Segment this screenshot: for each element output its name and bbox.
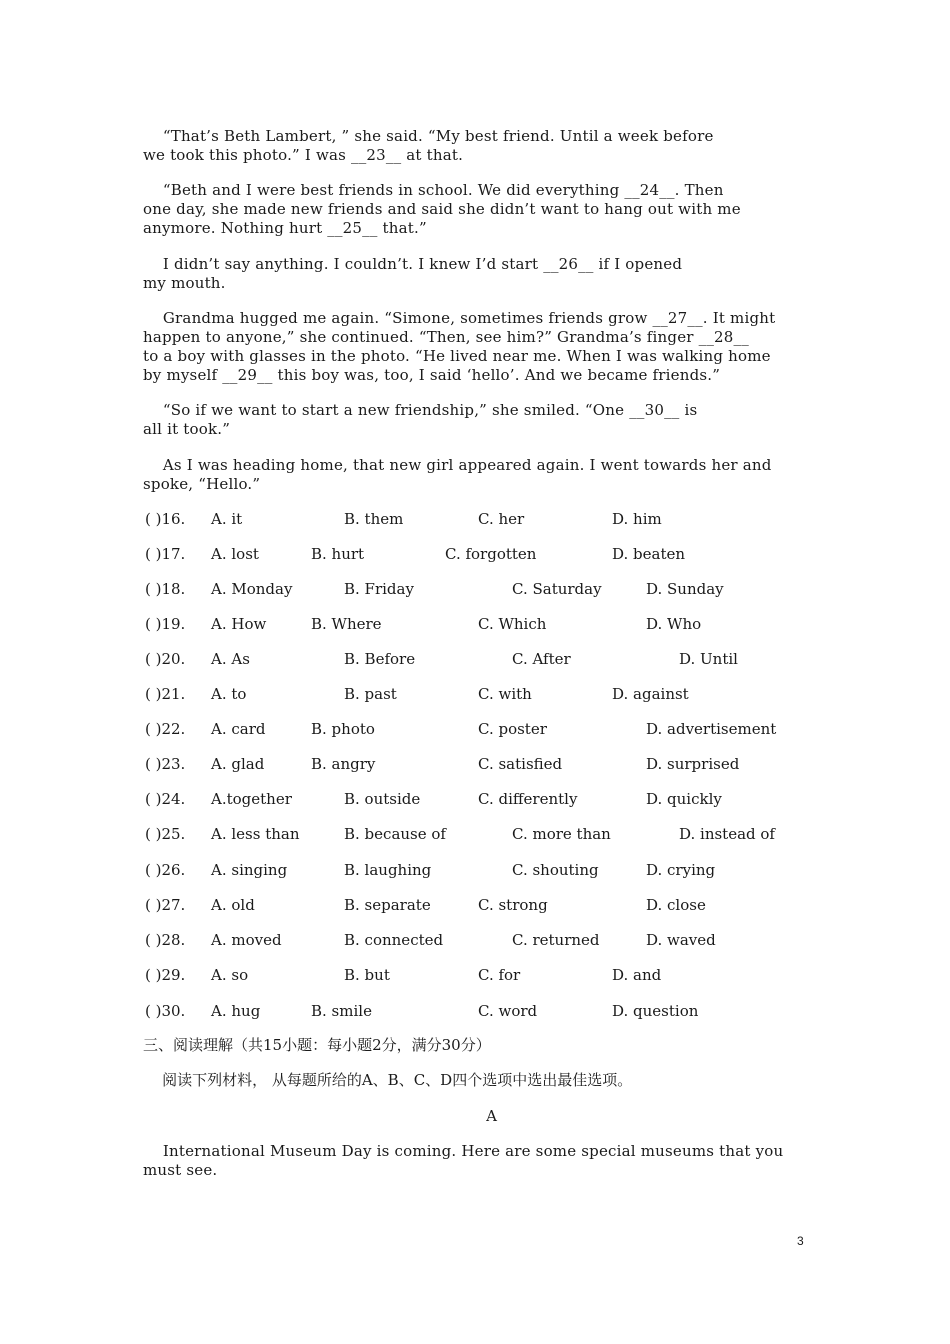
text-line: “So if we want to start a new friendship,” she smiled. “One __30__ is — [143, 401, 698, 419]
question-number: ( )17. — [145, 545, 186, 563]
option-b: B. them — [344, 510, 404, 528]
option-c: C. for — [478, 966, 521, 984]
option-b: B. because of — [344, 825, 446, 843]
question-27 — [143, 895, 706, 915]
question-number: ( )29. — [145, 966, 186, 984]
option-d: D. and — [612, 966, 662, 984]
option-a: A. How — [211, 615, 267, 633]
option-c: C. her — [478, 510, 525, 528]
text-line: happen to anyone,” she continued. “Then, see him?” Grandma’s finger __28__ — [143, 328, 749, 346]
option-a: A. old — [211, 896, 255, 914]
text-line: “That’s Beth Lambert, ” she said. “My best friend. Until a week before — [143, 127, 714, 145]
option-a: A. singing — [211, 861, 288, 879]
question-21 — [143, 684, 689, 704]
option-d: D. beaten — [612, 545, 686, 563]
option-a: A. As — [211, 650, 250, 668]
question-18 — [143, 579, 724, 599]
option-a: A. it — [211, 510, 243, 528]
text-line: we took this photo.” I was __23__ at that. — [143, 146, 464, 164]
option-a: A. moved — [211, 931, 282, 949]
question-number: ( )27. — [145, 896, 186, 914]
question-number: ( )28. — [145, 931, 186, 949]
option-c: C. Saturday — [512, 580, 602, 598]
question-16 — [143, 509, 662, 529]
option-d: D. Who — [646, 615, 702, 633]
option-d: D. quickly — [646, 790, 722, 808]
option-a: A. less than — [211, 825, 300, 843]
option-c: C. returned — [512, 931, 600, 949]
question-26 — [143, 860, 716, 880]
question-number: ( )22. — [145, 720, 186, 738]
option-b: B. photo — [311, 720, 375, 738]
passage-paragraph-5 — [143, 401, 805, 439]
option-b: B. smile — [311, 1002, 372, 1020]
option-d: D. close — [646, 896, 706, 914]
question-number: ( )19. — [145, 615, 186, 633]
option-d: D. waved — [646, 931, 716, 949]
option-b: B. past — [344, 685, 397, 703]
question-25 — [143, 824, 775, 844]
option-d: D. advertisement — [646, 720, 777, 738]
option-c: C. poster — [478, 720, 547, 738]
option-a: A. hug — [211, 1002, 261, 1020]
question-number: ( )24. — [145, 790, 186, 808]
text-line: one day, she made new friends and said she didn’t want to hang out with me — [143, 200, 741, 218]
question-number: ( )20. — [145, 650, 186, 668]
passage-paragraph-6 — [143, 456, 805, 494]
option-d: D. Sunday — [646, 580, 724, 598]
option-c: C. with — [478, 685, 532, 703]
option-a: A.together — [211, 790, 292, 808]
option-a: A. lost — [211, 545, 259, 563]
question-23 — [143, 754, 740, 774]
option-a: A. card — [211, 720, 266, 738]
option-b: B. laughing — [344, 861, 432, 879]
option-a: A. to — [211, 685, 247, 703]
option-a: A. Monday — [211, 580, 293, 598]
option-c: C. Which — [478, 615, 547, 633]
passage-paragraph-2 — [143, 181, 805, 238]
option-c: C. shouting — [512, 861, 599, 879]
text-line: to a boy with glasses in the photo. “He lived near me. When I was walking home — [143, 347, 771, 365]
option-b: B. hurt — [311, 545, 365, 563]
question-20 — [143, 649, 738, 669]
option-b: B. Before — [344, 650, 416, 668]
option-d: D. question — [612, 1002, 699, 1020]
question-22 — [143, 719, 777, 739]
question-number: ( )30. — [145, 1002, 186, 1020]
text-line: all it took.” — [143, 420, 231, 438]
text-line: As I was heading home, that new girl appeared again. I went towards her and — [143, 456, 772, 474]
option-b: B. separate — [344, 896, 431, 914]
option-b: B. but — [344, 966, 390, 984]
question-number: ( )21. — [145, 685, 186, 703]
option-d: D. him — [612, 510, 662, 528]
option-b: B. angry — [311, 755, 376, 773]
option-b: B. outside — [344, 790, 421, 808]
option-c: C. After — [512, 650, 571, 668]
option-b: B. connected — [344, 931, 444, 949]
intro-paragraph — [143, 1142, 805, 1180]
option-a: A. glad — [211, 755, 265, 773]
section-title: 三、阅读理解（共15小题：每小题2分，满分30分） — [143, 1036, 491, 1054]
text-line: must see. — [143, 1161, 218, 1179]
option-d: D. against — [612, 685, 689, 703]
text-line: anymore. Nothing hurt __25__ that.” — [143, 219, 427, 237]
question-19 — [143, 614, 702, 634]
question-number: ( )18. — [145, 580, 186, 598]
option-c: C. strong — [478, 896, 548, 914]
part-label: A — [486, 1107, 497, 1125]
text-line: spoke, “Hello.” — [143, 475, 261, 493]
page-number: 3 — [797, 1234, 804, 1248]
option-a: A. so — [211, 966, 249, 984]
text-line: I didn’t say anything. I couldn’t. I knew I’d start __26__ if I opened — [143, 255, 683, 273]
question-number: ( )23. — [145, 755, 186, 773]
passage-paragraph-1 — [143, 127, 805, 165]
option-c: C. differently — [478, 790, 578, 808]
text-line: my mouth. — [143, 274, 226, 292]
question-number: ( )16. — [145, 510, 186, 528]
option-d: D. surprised — [646, 755, 740, 773]
option-d: D. Until — [679, 650, 738, 668]
text-line: Grandma hugged me again. “Simone, sometimes friends grow __27__. It might — [143, 309, 776, 327]
question-24 — [143, 789, 722, 809]
option-c: C. forgotten — [445, 545, 537, 563]
passage-paragraph-4 — [143, 309, 805, 385]
question-number: ( )26. — [145, 861, 186, 879]
option-c: C. word — [478, 1002, 538, 1020]
option-b: B. Friday — [344, 580, 414, 598]
option-d: D. crying — [646, 861, 716, 879]
text-line: “Beth and I were best friends in school. We did everything __24__. Then — [143, 181, 724, 199]
instruction-text: 阅读下列材料， 从每题所给的A、B、C、D四个选项中选出最佳选项。 — [143, 1071, 633, 1089]
question-29 — [143, 965, 662, 985]
text-line: International Museum Day is coming. Here are some special museums that you — [143, 1142, 784, 1160]
passage-paragraph-3 — [143, 255, 805, 293]
question-17 — [143, 544, 686, 564]
option-b: B. Where — [311, 615, 382, 633]
option-d: D. instead of — [679, 825, 775, 843]
question-30 — [143, 1001, 699, 1021]
option-c: C. satisfied — [478, 755, 563, 773]
option-c: C. more than — [512, 825, 611, 843]
question-28 — [143, 930, 716, 950]
question-number: ( )25. — [145, 825, 186, 843]
text-line: by myself __29__ this boy was, too, I said ‘hello’. And we became friends.” — [143, 366, 721, 384]
